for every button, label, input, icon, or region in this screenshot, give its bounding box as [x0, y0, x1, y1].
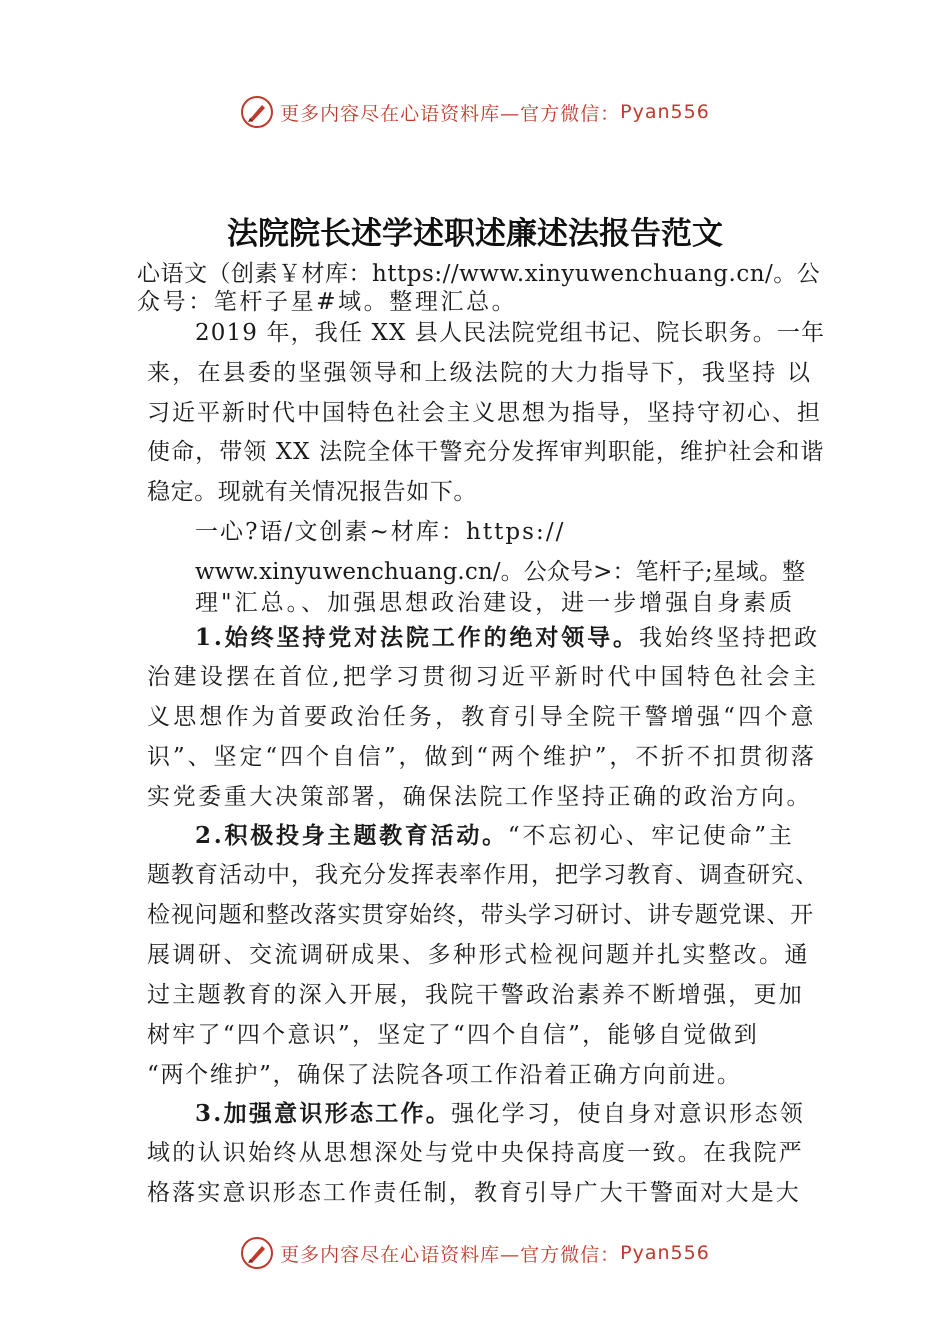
- body-text: 格落实意识形态工作责任制，教育引导广大干警面对大是大: [147, 1180, 801, 1206]
- body-line: [195, 521, 565, 544]
- footer-banner: [0, 1236, 950, 1270]
- banner-text: 更多内容尽在心语资料库—官方微信：: [280, 102, 621, 125]
- body-line: [147, 786, 812, 809]
- body-text: 一心?语/文创素~材库：https://: [195, 519, 566, 545]
- body-line: [195, 561, 805, 584]
- body-text: 稳定。现就有关情况报告如下。: [147, 479, 477, 505]
- body-text: 治建设摆在首位,把学习贯彻习近平新时代中国特色社会主: [147, 664, 820, 690]
- banner-wechat-handle: Pyan556: [620, 1242, 710, 1264]
- banner-wechat-handle: Pyan556: [620, 101, 710, 123]
- body-line: [147, 864, 819, 887]
- body-line: [147, 746, 817, 769]
- body-line: [147, 1064, 742, 1087]
- section-heading: 1.始终坚持党对法院工作的绝对领导。: [195, 624, 639, 651]
- body-text: “两个维护”，确保了法院各项工作沿着正确方向前进。: [147, 1062, 742, 1088]
- header-banner: [0, 95, 950, 129]
- body-text: 理"汇总。、加强思想政治建设，进一步增强自身素质: [195, 590, 796, 616]
- body-line: [147, 481, 477, 504]
- body-line: [147, 944, 810, 967]
- body-line: [147, 362, 812, 385]
- body-line: [195, 592, 795, 615]
- body-text: 习近平新时代中国特色社会主义思想为指导，坚持守初心、担: [147, 400, 822, 426]
- body-text: 使命，带领 XX 法院全体干警充分发挥审判职能，维护社会和谐: [147, 439, 825, 465]
- body-text: 2019 年，我任 XX 县人民法院党组书记、院长职务。一年: [195, 320, 826, 346]
- body-text: 树牢了“四个意识”，坚定了“四个自信”，能够自觉做到: [147, 1022, 760, 1048]
- body-line: [147, 706, 817, 729]
- body-text: 域的认识始终从思想深处与党中央保持高度一致。在我院严: [147, 1140, 805, 1166]
- section-heading: 3.加强意识形态工作。: [195, 1100, 452, 1127]
- body-line: [147, 984, 804, 1007]
- body-text: “不忘初心、牢记使命”主: [507, 823, 795, 849]
- body-line: [147, 441, 824, 464]
- body-line: [147, 1142, 804, 1165]
- body-text: 展调研、交流调研成果、多种形式检视问题并扎实整改。通: [147, 942, 810, 968]
- body-text: 过主题教育的深入开展，我院干警政治素养不断增强，更加: [147, 982, 805, 1008]
- body-text: 题教育活动中，我充分发挥表率作用，把学习教育、调查研究、: [147, 862, 819, 888]
- body-text: 实党委重大决策部署，确保法院工作坚持正确的政治方向。: [147, 784, 813, 810]
- body-text: www.xinyuwenchuang.cn/。公众号>：笔杆子;星域。整: [195, 559, 806, 585]
- body-line: [147, 402, 822, 425]
- body-text: 来，在县委的坚强领导和上级法院的大力指导下，我坚持 以: [147, 360, 813, 386]
- pen-logo-icon: [240, 1236, 274, 1270]
- body-text: 识”、坚定“四个自信”，做到“两个维护”，不折不扣贯彻落: [147, 744, 817, 770]
- body-line: [195, 626, 820, 650]
- body-line: [147, 666, 819, 689]
- body-line: [147, 904, 814, 927]
- body-line: [137, 263, 820, 286]
- body-line: [137, 291, 517, 314]
- body-text: 强化学习，使自身对意识形态领: [451, 1101, 806, 1127]
- body-text: 心语文（创素￥材库：https://www.xinyuwenchuang.cn/。公: [137, 261, 821, 287]
- body-text: 众号：笔杆子星#域。整理汇总。: [137, 289, 518, 315]
- body-text: 我始终坚持把政: [638, 625, 821, 651]
- section-heading: 2.积极投身主题教育活动。: [195, 822, 508, 849]
- pen-logo-icon: [240, 95, 274, 129]
- banner-text: 更多内容尽在心语资料库—官方微信：: [280, 1243, 621, 1266]
- body-line: [147, 1182, 801, 1205]
- body-text: 义思想作为首要政治任务，教育引导全院干警增强“四个意: [147, 704, 817, 730]
- body-text: 检视问题和整改落实贯穿始终，带头学习研讨、讲专题党课、开: [147, 902, 814, 928]
- document-title: 法院院长述学述职述廉述法报告范文: [227, 216, 723, 252]
- body-line: [195, 1102, 805, 1126]
- body-line: [195, 824, 795, 848]
- body-line: [195, 322, 825, 345]
- body-line: [147, 1024, 759, 1047]
